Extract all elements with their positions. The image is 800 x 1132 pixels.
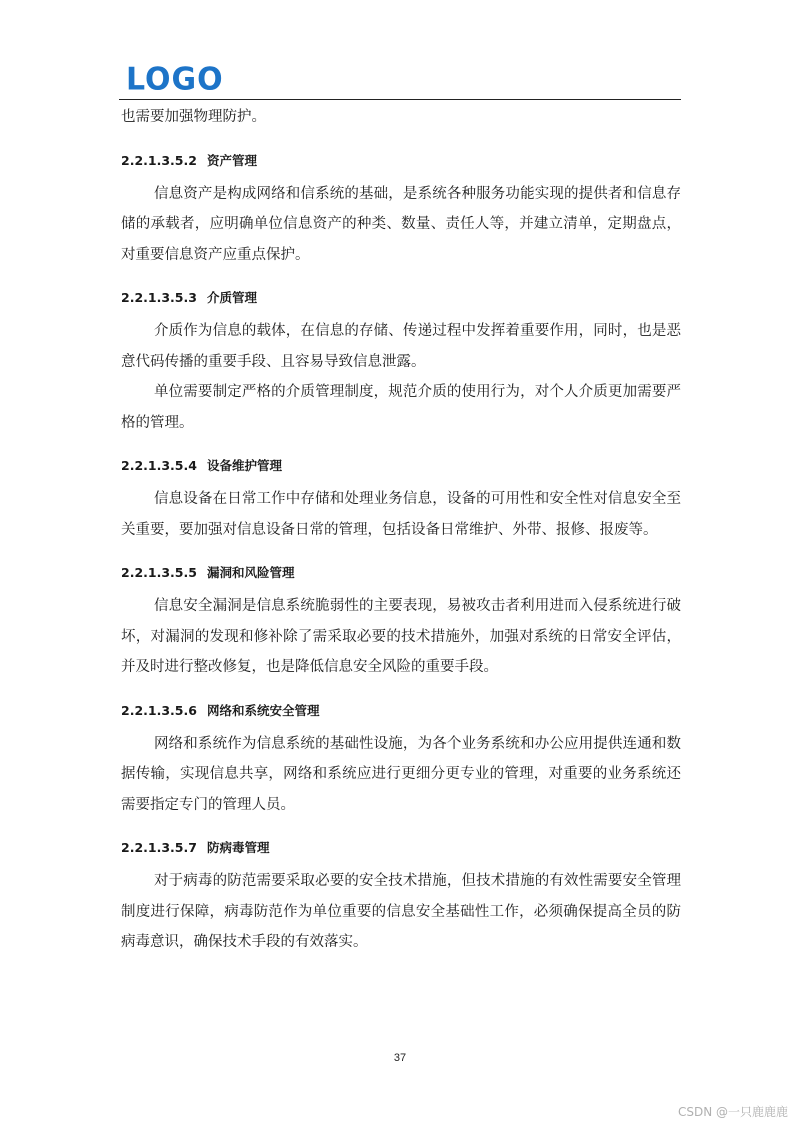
section-vulnerability-risk (121, 564, 681, 683)
header-divider (119, 99, 681, 100)
section-title: 设备维护管理 (207, 458, 283, 473)
document-body (121, 102, 681, 958)
section-number: 2.2.1.3.5.7 (121, 840, 197, 855)
section-asset-management (121, 152, 681, 271)
section-number: 2.2.1.3.5.5 (121, 565, 197, 580)
section-number: 2.2.1.3.5.6 (121, 702, 197, 718)
intro-paragraph: 也需要加强物理防护。 (121, 109, 266, 125)
section-heading (121, 152, 681, 170)
watermark: CSDN @一只鹿鹿鹿 (677, 1105, 788, 1119)
paragraph: 对于病毒的防范需要采取必要的安全技术措施，但技术措施的有效性需要安全管理制度进行保障，病毒防范作为单位重要的信息安全基础性工作，必须确保提高全员的防病毒意识，确保技术手段的有效落实。 (121, 873, 681, 950)
paragraph: 信息资产是构成网络和信系统的基础，是系统各种服务功能实现的提供者和信息存储的承载者，应明确单位信息资产的种类、数量、责任人等，并建立清单，定期盘点，对重要信息资产应重点保护。 (121, 185, 681, 263)
paragraph: 介质作为信息的载体，在信息的存储、传递过程中发挥着重要作用，同时，也是恶意代码传播的重要手段、且容易导致信息泄露。 (121, 323, 681, 370)
section-title: 介质管理 (207, 290, 258, 305)
logo: LOGO (126, 61, 224, 98)
paragraph: 信息安全漏洞是信息系统脆弱性的主要表现，易被攻击者利用进而入侵系统进行破坏，对漏洞的发现和修补除了需采取必要的技术措施外，加强对系统的日常安全评估，并及时进行整改修复，也是降低信息安全风险的重要手段。 (121, 598, 681, 675)
section-number: 2.2.1.3.5.4 (121, 458, 197, 473)
paragraph: 网络和系统作为信息系统的基础性设施，为各个业务系统和办公应用提供连通和数据传输，实现信息共享，网络和系统应进行更细分更专业的管理，对重要的业务系统还需要指定专门的管理人员。 (121, 735, 681, 813)
section-media-management (121, 289, 681, 438)
section-title: 资产管理 (207, 152, 258, 168)
section-number: 2.2.1.3.5.3 (121, 290, 197, 305)
page-number: 37 (393, 1052, 407, 1064)
section-heading (121, 702, 681, 720)
section-heading (121, 289, 681, 307)
paragraph: 信息设备在日常工作中存储和处理业务信息，设备的可用性和安全性对信息安全至关重要，要加强对信息设备日常的管理，包括设备日常维护、外带、报修、报废等。 (121, 491, 681, 538)
section-heading (121, 564, 681, 582)
paragraph: 单位需要制定严格的介质管理制度，规范介质的使用行为，对个人介质更加需要严格的管理。 (121, 384, 681, 431)
section-heading (121, 457, 681, 475)
section-title: 防病毒管理 (207, 840, 270, 855)
section-number: 2.2.1.3.5.2 (121, 152, 197, 168)
section-heading (121, 839, 681, 857)
section-network-system-security (121, 702, 681, 821)
section-title: 漏洞和风险管理 (207, 565, 295, 580)
section-title: 网络和系统安全管理 (207, 702, 320, 718)
section-device-maintenance (121, 457, 681, 545)
section-antivirus (121, 839, 681, 958)
